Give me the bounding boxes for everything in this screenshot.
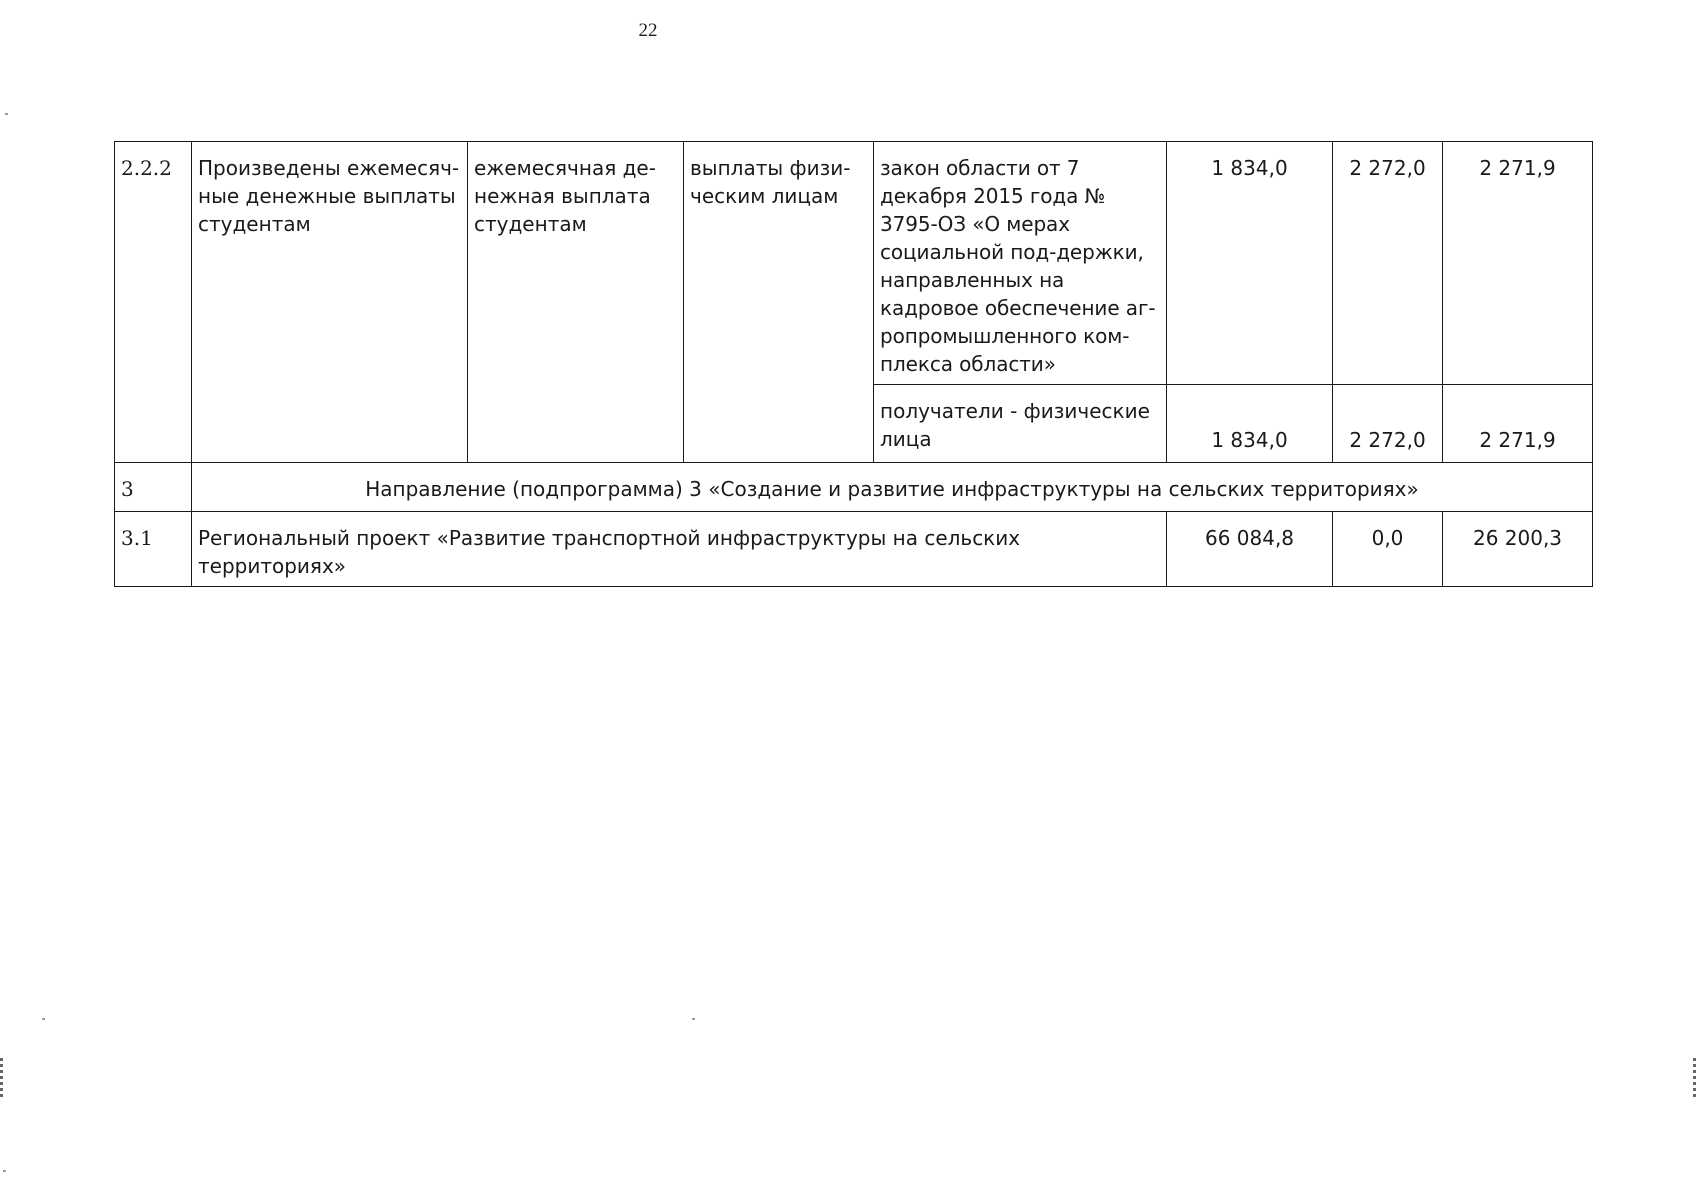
budget-table [114,141,1593,587]
value-cell: 1 834,0 [1167,142,1333,385]
value-cell: 0,0 [1333,512,1443,587]
section-heading: Направление (подпрограмма) 3 «Создание и развитие инфраструктуры на сельских территориях» [192,463,1593,512]
scan-edge-marks-left [0,1058,3,1098]
page-number: 22 [638,20,658,41]
project-title-cell: Региональный проект «Развитие транспортной инфраструктуры на сельских территориях» [192,512,1167,587]
value-cell: 66 084,8 [1167,512,1333,587]
value-cell: 26 200,3 [1443,512,1593,587]
table-row-section-3 [115,463,1593,512]
scan-speck [692,1018,695,1020]
scan-speck [42,1018,45,1020]
recipients-cell: получатели - физические лица [874,385,1167,463]
result-cell: Произведены ежемесяч-ные денежные выплаты студентам [192,142,468,463]
row-number: 2.2.2 [115,142,192,463]
value-cell: 2 272,0 [1333,142,1443,385]
value-cell: 2 271,9 [1443,142,1593,385]
table-row-3-1 [115,512,1593,587]
value-cell: 1 834,0 [1167,385,1333,463]
row-number: 3.1 [115,512,192,587]
table-row-2-2-2 [115,142,1593,385]
value-cell: 2 271,9 [1443,385,1593,463]
scan-edge-marks-right [1693,1058,1696,1098]
scan-speck [5,113,8,115]
measure-cell: ежемесячная де-нежная выплата студентам [468,142,684,463]
legal-basis-cell: закон области от 7 декабря 2015 года № 3795-ОЗ «О мерах социальной под-держки, направленных на кадровое обеспечение аг-ропромышленного ком-плекса области» [874,142,1167,385]
scan-speck [3,1170,6,1172]
row-number: 3 [115,463,192,512]
value-cell: 2 272,0 [1333,385,1443,463]
expense-type-cell: выплаты физи-ческим лицам [684,142,874,463]
